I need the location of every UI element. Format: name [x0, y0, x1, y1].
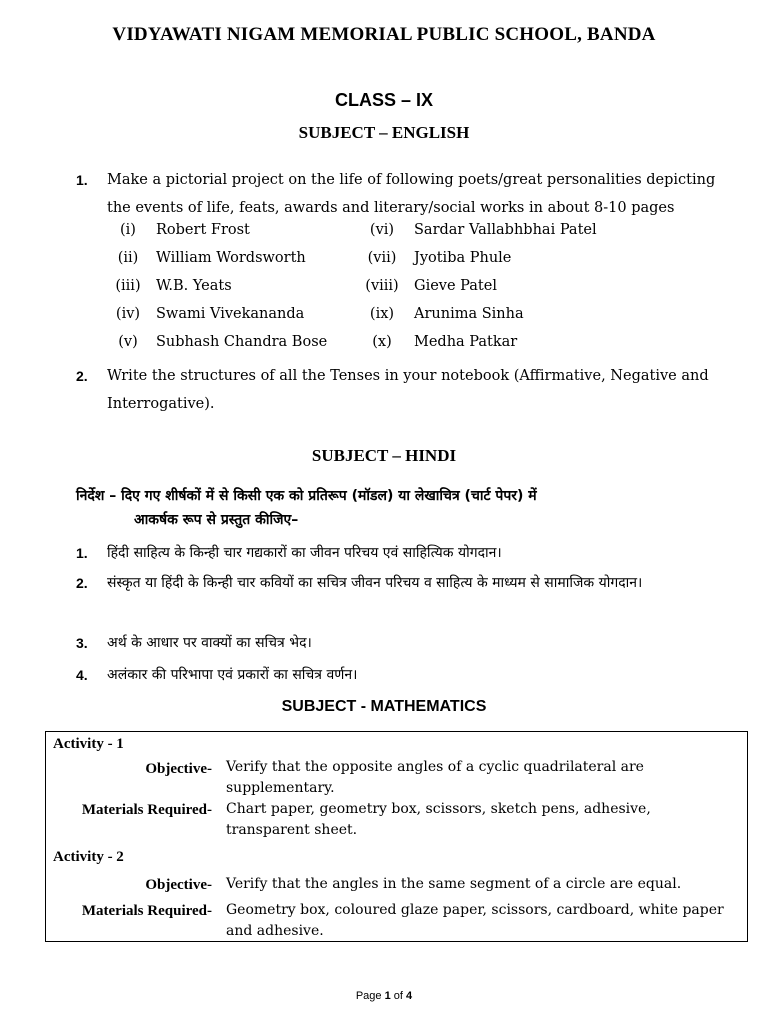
roman-numeral: (iii)	[115, 278, 141, 294]
roman-numeral: (iv)	[115, 306, 141, 322]
maths-activities-box	[45, 731, 748, 942]
english-item-1-text: Make a pictorial project on the life of following poets/great personalities depicting the events of life, feats, awards and literary/social works in about 8-10 pages	[107, 172, 716, 216]
personality-name: Robert Frost	[156, 222, 250, 238]
footer-total-pages: 4	[406, 990, 413, 1002]
hindi-item-number: 4.	[76, 667, 88, 683]
school-name: VIDYAWATI NIGAM MEMORIAL PUBLIC SCHOOL, BANDA	[112, 24, 656, 45]
hindi-item-text: हिंदी साहित्य के किन्ही चार गद्यकारों का जीवन परिचय एवं साहित्यिक योगदान।	[107, 545, 502, 561]
roman-numeral: (vii)	[367, 250, 397, 266]
footer-prefix: Page	[355, 990, 382, 1002]
list-item	[0, 334, 768, 362]
activity-1-materials-label: Materials Required-	[81, 802, 212, 818]
hindi-item-number: 2.	[76, 575, 88, 591]
activity-1-objective: Verify that the opposite angles of a cyclic quadrilateral are supplementary.	[226, 759, 644, 796]
personality-name: Jyotiba Phule	[414, 250, 512, 266]
roman-numeral: (x)	[372, 334, 392, 350]
personality-name: Sardar Vallabhbhai Patel	[414, 222, 597, 238]
page-footer	[0, 990, 768, 1002]
list-item	[0, 222, 768, 250]
hindi-item-text: संस्कृत या हिंदी के किन्ही चार कवियों का सचित्र जीवन परिचय व साहित्य के माध्यम से सामाजिक योगदान।	[107, 575, 643, 591]
hindi-item-text: अर्थ के आधार पर वाक्यों का सचित्र भेद।	[107, 635, 312, 651]
activity-1-title: Activity - 1	[53, 736, 124, 752]
roman-numeral: (vi)	[369, 222, 395, 238]
english-heading: SUBJECT – ENGLISH	[298, 123, 470, 142]
activity-2-objective-label: Objective-	[145, 877, 212, 893]
personality-name: Gieve Patel	[414, 278, 497, 294]
list-item	[0, 250, 768, 278]
hindi-instruction-line2: आकर्षक रूप से प्रस्तुत कीजिए–	[134, 512, 299, 528]
roman-numeral: (v)	[118, 334, 138, 350]
personality-name: William Wordsworth	[156, 250, 306, 266]
activity-1-materials: Chart paper, geometry box, scissors, sketch pens, adhesive, transparent sheet.	[226, 801, 651, 838]
footer-current-page: 1	[384, 990, 391, 1002]
hindi-item-number: 3.	[76, 635, 88, 651]
activity-2-objective: Verify that the angles in the same segment of a circle are equal.	[226, 876, 682, 892]
english-item-2-number: 2.	[76, 368, 88, 384]
list-item	[0, 306, 768, 334]
personality-name: Subhash Chandra Bose	[156, 334, 328, 350]
personality-name: Arunima Sinha	[414, 306, 524, 322]
personality-name: Medha Patkar	[414, 334, 518, 350]
hindi-item-text: अलंकार की परिभापा एवं प्रकारों का सचित्र वर्णन।	[107, 667, 358, 683]
activity-2-title: Activity - 2	[53, 849, 124, 865]
personality-name: W.B. Yeats	[156, 278, 232, 294]
roman-numeral: (viii)	[365, 278, 399, 294]
footer-of: of	[393, 990, 403, 1002]
class-title: CLASS – IX	[334, 90, 434, 110]
english-item-1-number: 1.	[76, 172, 88, 188]
hindi-heading: SUBJECT – HINDI	[311, 446, 457, 465]
hindi-instruction	[76, 484, 716, 532]
hindi-instruction-line1: निर्देश – दिए गए शीर्षकों में से किसी एक को प्रतिरूप (मॉडल) या लेखाचित्र (चार्ट पेपर) में	[76, 488, 537, 504]
personality-name: Swami Vivekananda	[156, 306, 305, 322]
activity-2-materials: Geometry box, coloured glaze paper, scissors, cardboard, white paper and adhesive.	[226, 902, 724, 939]
roman-numeral: (ii)	[117, 250, 139, 266]
activity-1-objective-label: Objective-	[145, 761, 212, 777]
hindi-item-number: 1.	[76, 545, 88, 561]
roman-numeral: (ix)	[369, 306, 395, 322]
maths-heading: SUBJECT - MATHEMATICS	[281, 698, 487, 715]
english-item-2-text: Write the structures of all the Tenses in your notebook (Affirmative, Negative and Interrogative).	[107, 368, 709, 412]
roman-numeral: (i)	[120, 222, 136, 238]
list-item	[0, 278, 768, 306]
activity-2-materials-label: Materials Required-	[81, 903, 212, 919]
